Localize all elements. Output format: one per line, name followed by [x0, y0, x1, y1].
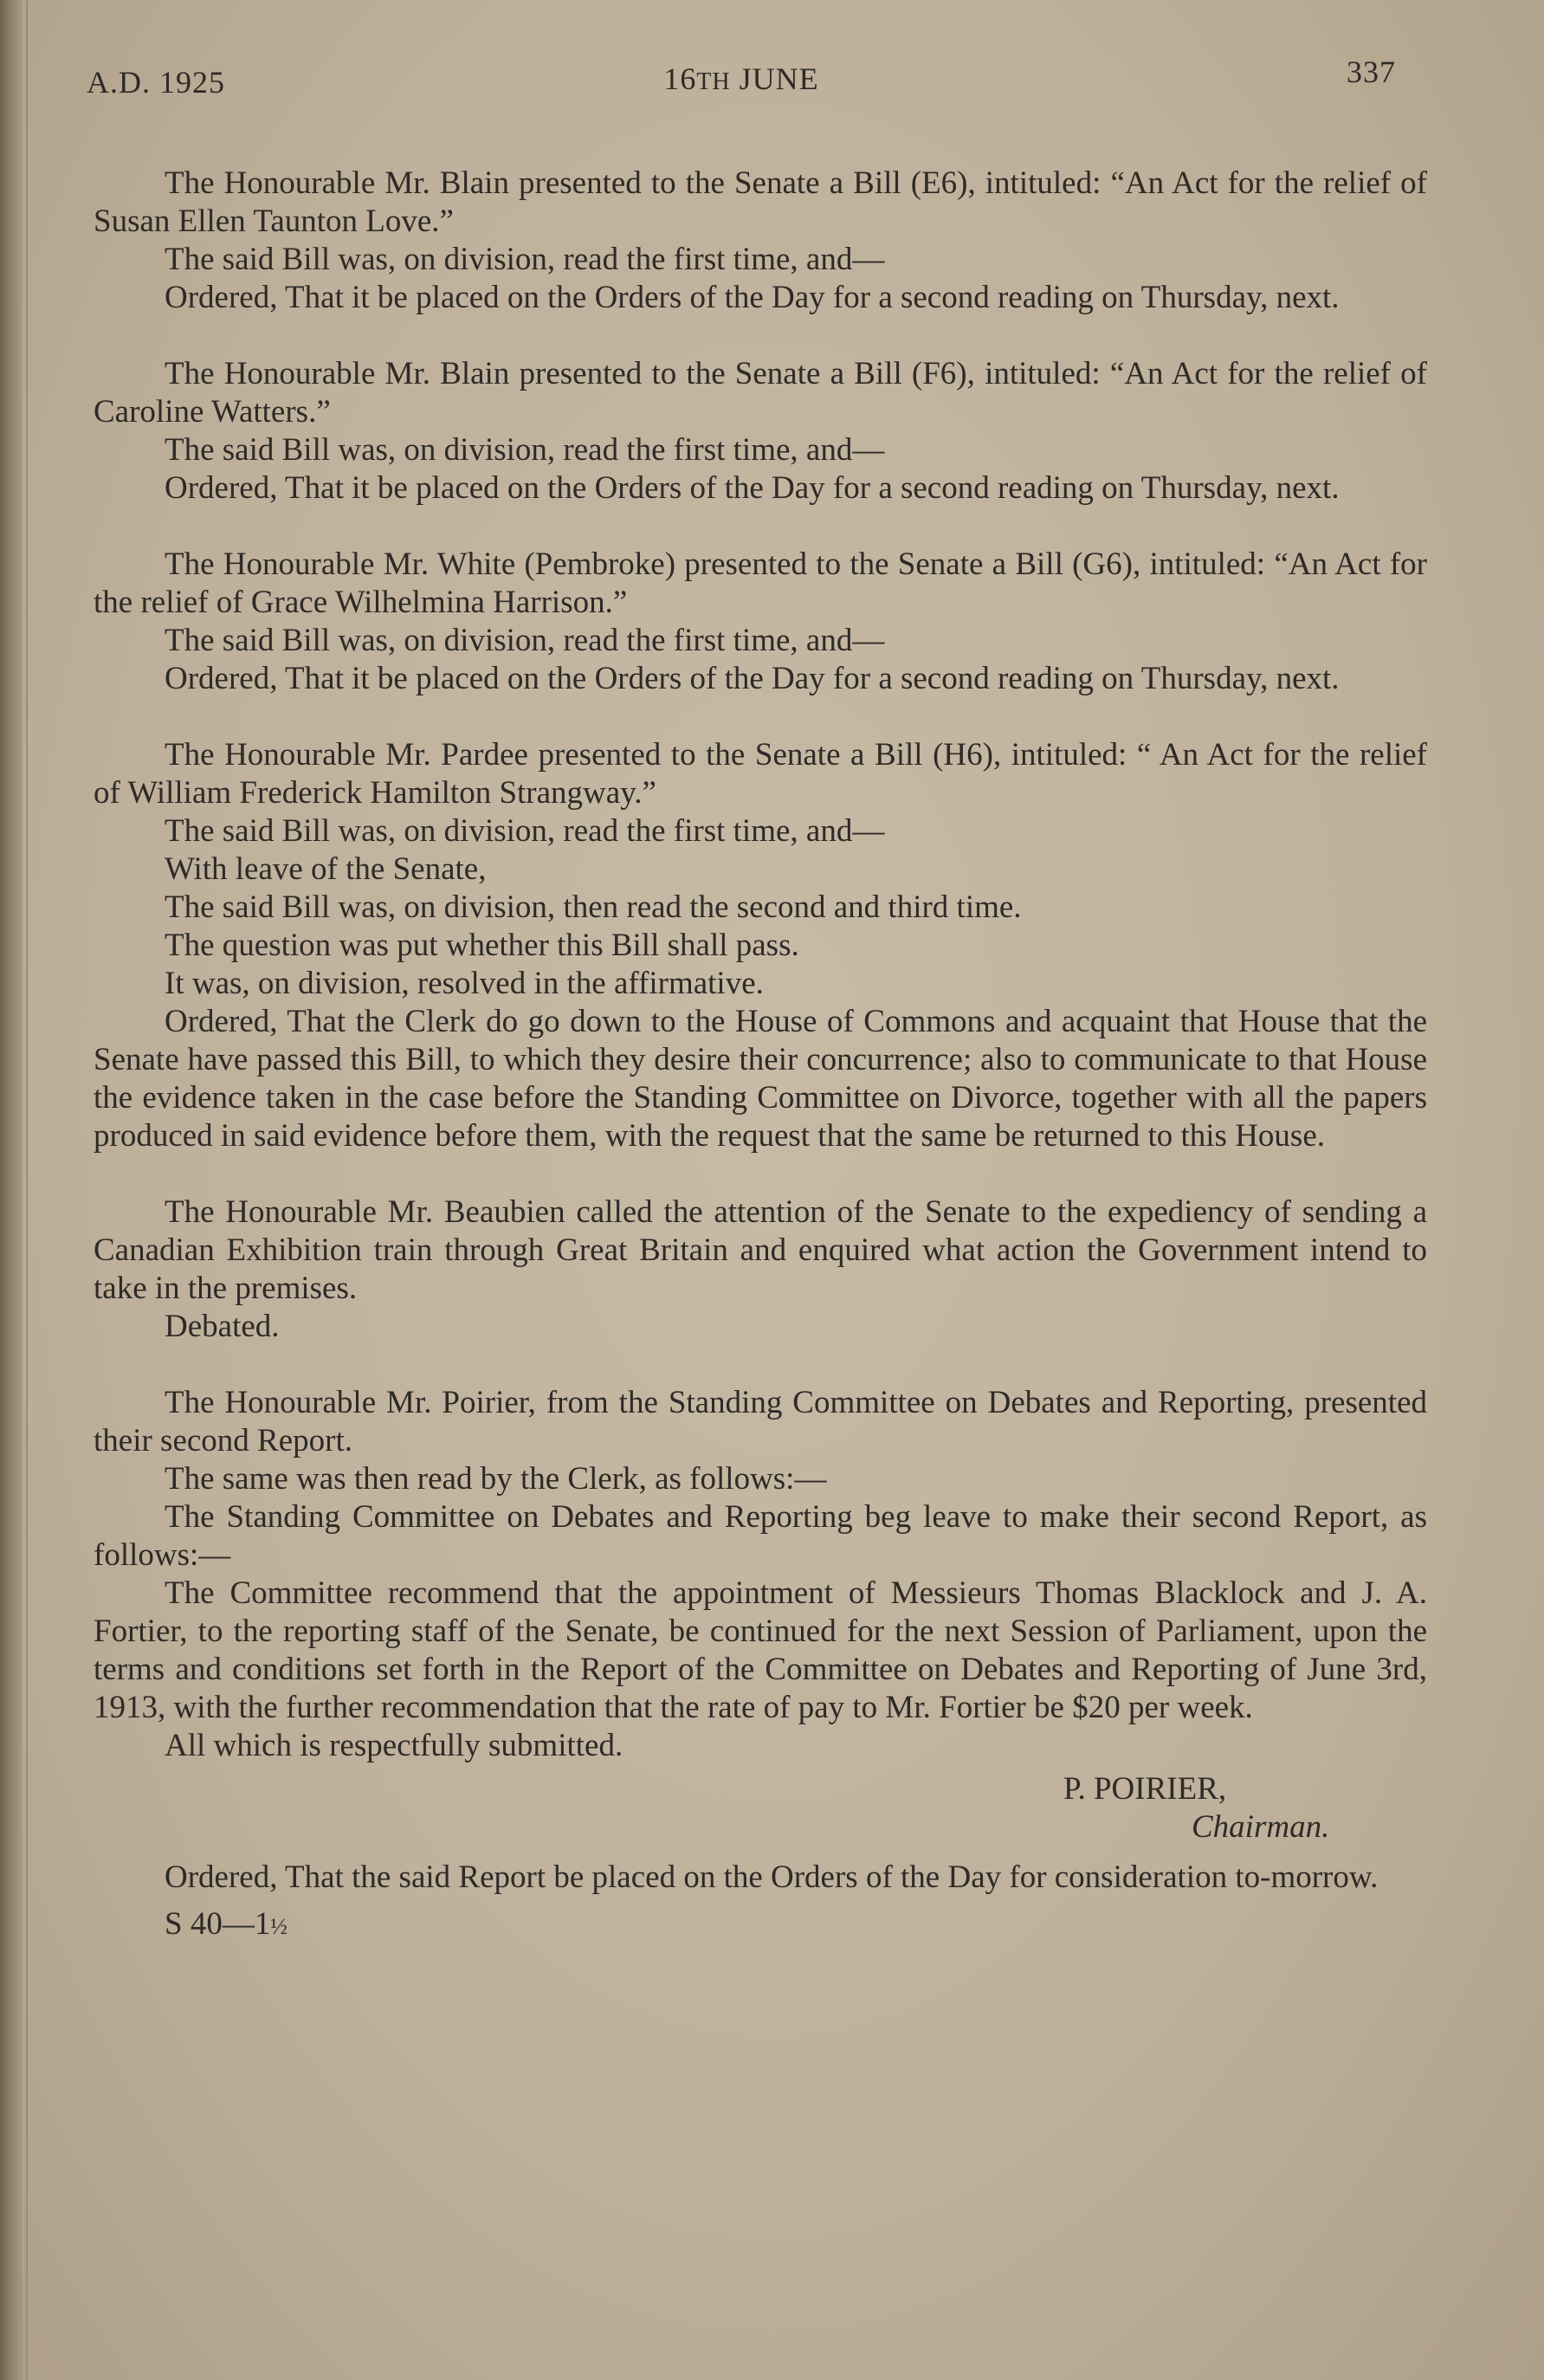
- entry-line: The said Bill was, on division, then read the second and third time.: [165, 889, 1022, 925]
- entry-line: The question was put whether this Bill shall pass.: [165, 928, 799, 963]
- entry-intro: The Honourable Mr. Blain presented to the Senate a Bill (F6), intituled: “An Act for the relief of Caroline Watters.”: [94, 356, 1427, 430]
- signature-block: [94, 1770, 1427, 1846]
- entry-line: The said Bill was, on division, read the first time, and—: [165, 432, 885, 468]
- entry-exhibition-train: [94, 1193, 1427, 1346]
- entry-line: The said Bill was, on division, read the first time, and—: [165, 623, 885, 658]
- entry-bill-e6: [94, 165, 1427, 317]
- entry-intro: The Honourable Mr. Pardee presented to the Senate a Bill (H6), intituled: “ An Act for the relief of William Frederick Hamilton Strangway.”: [94, 737, 1427, 811]
- entry-bill-h6: [94, 736, 1427, 1155]
- entry-line: Debated.: [165, 1309, 280, 1344]
- signature-mark-text: S 40—1: [165, 1906, 271, 1942]
- header-month: JUNE: [730, 61, 819, 96]
- entry-intro: The Honourable Mr. Poirier, from the Standing Committee on Debates and Reporting, presented their second Report.: [94, 1385, 1427, 1458]
- entry-line: The Standing Committee on Debates and Reporting beg leave to make their second Report, as follows:—: [94, 1499, 1427, 1573]
- page-header: [87, 54, 1396, 106]
- header-day: 16: [663, 61, 697, 96]
- entry-line: Ordered, That it be placed on the Orders of the Day for a second reading on Thursday, next.: [165, 470, 1340, 506]
- signature-mark-fraction: ½: [270, 1914, 287, 1939]
- entry-line: Ordered, That it be placed on the Orders of the Day for a second reading on Thursday, next.: [165, 661, 1340, 696]
- signature-title: Chairman.: [1192, 1809, 1330, 1845]
- entry-intro: Ordered, That the said Report be placed on the Orders of the Day for consideration to-morrow.: [165, 1859, 1379, 1895]
- header-year: A.D. 1925: [87, 65, 225, 100]
- printer-signature-mark: [94, 1905, 1427, 1946]
- page-number: 337: [1347, 55, 1396, 89]
- entry-line: The said Bill was, on division, read the first time, and—: [165, 813, 885, 849]
- entry-report-ordered: [94, 1859, 1427, 1897]
- entry-line: The said Bill was, on division, read the first time, and—: [165, 242, 885, 277]
- entry-line: With leave of the Senate,: [165, 851, 487, 887]
- journal-content: [94, 165, 1427, 1946]
- entry-line: All which is respectfully submitted.: [165, 1728, 623, 1763]
- entry-intro: The Honourable Mr. Blain presented to the Senate a Bill (E6), intituled: “An Act for the relief of Susan Ellen Taunton Love.”: [94, 165, 1427, 239]
- entry-line: It was, on division, resolved in the affirmative.: [165, 966, 764, 1001]
- entry-line: Ordered, That the Clerk do go down to the House of Commons and acquaint that House that the Senate have passed this Bill, to which they desire their concurrence; also to communicate to that House the evidence taken in the case before the Standing Committee on Divorce, together with all the papers produced in said evidence before them, with the request that the same be returned to this House.: [94, 1004, 1427, 1154]
- entry-debates-report: [94, 1384, 1427, 1846]
- book-spine-shadow: [0, 0, 23, 2380]
- signature-name: P. POIRIER,: [1063, 1771, 1227, 1807]
- header-date: [87, 61, 1396, 97]
- entry-bill-f6: [94, 355, 1427, 508]
- entry-intro: The Honourable Mr. Beaubien called the attention of the Senate to the expediency of sending a Canadian Exhibition train through Great Britain and enquired what action the Government intend to take in the premises.: [94, 1194, 1427, 1306]
- spine-edge: [26, 0, 28, 2380]
- header-day-suffix: TH: [696, 68, 731, 95]
- entry-bill-g6: [94, 546, 1427, 698]
- entry-line: The same was then read by the Clerk, as follows:—: [165, 1461, 827, 1497]
- entry-intro: The Honourable Mr. White (Pembroke) presented to the Senate a Bill (G6), intituled: “An Act for the relief of Grace Wilhelmina Harrison.”: [94, 546, 1427, 620]
- entry-line: Ordered, That it be placed on the Orders of the Day for a second reading on Thursday, next.: [165, 280, 1340, 315]
- entry-line: The Committee recommend that the appointment of Messieurs Thomas Blacklock and J. A. Fortier, to the reporting staff of the Senate, be continued for the next Session of Parliament, upon the terms and conditions set forth in the Report of the Committee on Debates and Reporting of June 3rd, 1913, with the further recommendation that the rate of pay to Mr. Fortier be $20 per week.: [94, 1575, 1427, 1725]
